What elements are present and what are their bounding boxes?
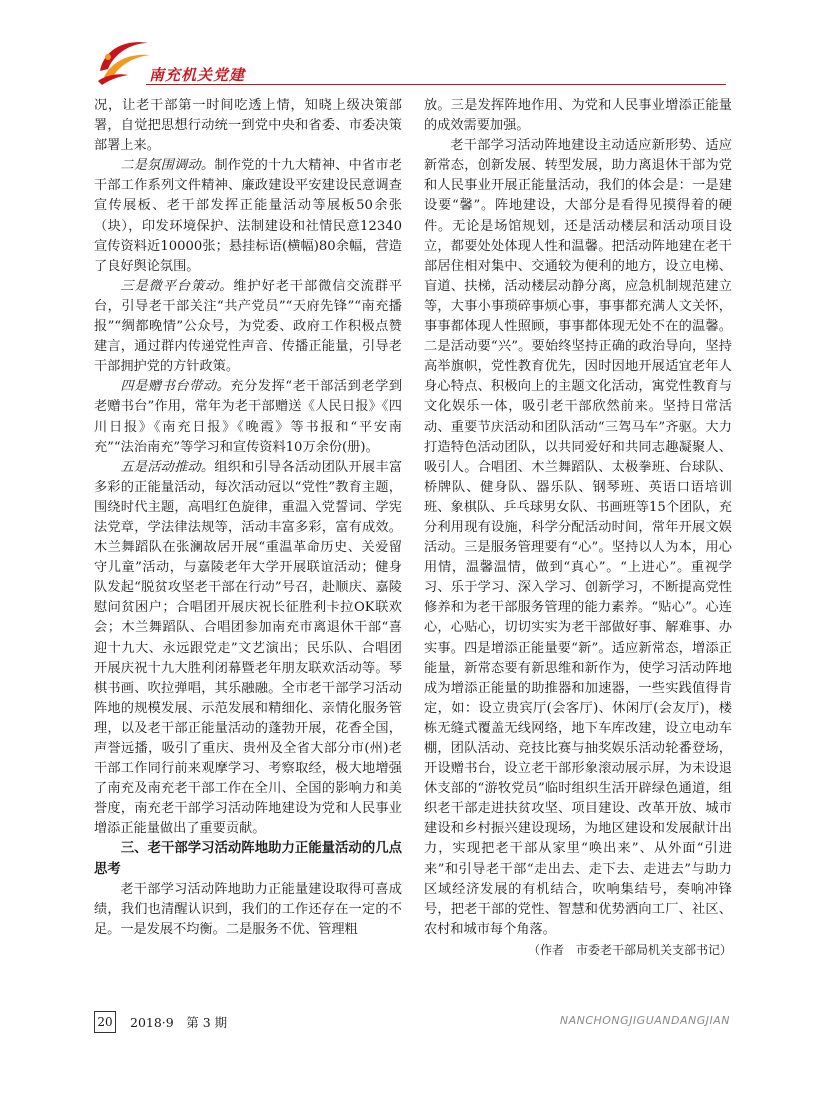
journal-name-english: NANCHONGJIGUANDANGJIAN — [559, 1014, 730, 1027]
paragraph-text: 制作党的十九大精神、中省市老干部工作系列文件精神、廉政建设平安建设民意调查宣传展板、老干部发挥正能量活动等展板50余张（块），印发环境保护、法制建设和社情民意12340宣传资料近10000张；悬挂标语(横幅)80余幅，营造了良好舆论氛围。 — [94, 158, 403, 274]
paragraph-lead: 五是活动推动。 — [120, 459, 215, 475]
paragraph-text: 维护好老干部微信交流群平台，引导老干部关注“共产党员”“天府先锋”“南充播报”“绸都晚情”公众号，为党委、政府工作积极点赞建言，通过群内传递党性声音、传播正能量，引导老干部拥护党的方针政策。 — [94, 278, 403, 375]
journal-name: 南充机关党建 — [149, 66, 246, 84]
header-rule — [146, 84, 726, 85]
paragraph — [94, 458, 402, 840]
paragraph-lead: 二是氛围调动。 — [120, 158, 215, 174]
paragraph-lead: 四是赠书台带动。 — [120, 379, 231, 395]
page-number: 20 — [94, 1011, 116, 1033]
paragraph — [94, 277, 402, 377]
section-heading: 三、老干部学习活动阵地助力正能量活动的几点思考 — [94, 841, 402, 877]
page-footer — [94, 1011, 730, 1035]
paragraph: 况，让老干部第一时间吃透上情，知晓上级决策部署，自觉把思想行动统一到党中央和省委、市委决策部署上来。 — [94, 98, 402, 154]
page-header — [0, 0, 813, 92]
journal-logo-icon — [94, 35, 154, 87]
author-note: （作者 市委老干部局机关支部书记） — [527, 942, 732, 957]
paragraph-lead: 三是微平台策动。 — [120, 278, 234, 294]
paragraph — [94, 377, 402, 457]
left-column — [94, 96, 402, 940]
paragraph-text: 充分发挥“老干部活到老学到老赠书台”作用，常年为老干部赠送《人民日报》《四川日报》《南充日报》《晚霞》等书报和“平安南充”“法治南充”等学习和宣传资料10万余份(册)。 — [94, 379, 403, 455]
issue-info: 2018·9 第 3 期 — [130, 1015, 228, 1030]
right-column — [424, 96, 732, 960]
paragraph: 放。三是发挥阵地作用、为党和人民事业增添正能量的成效需要加强。 — [424, 98, 732, 134]
paragraph-text: 组织和引导各活动团队开展丰富多彩的正能量活动，每次活动冠以“党性”教育主题，围绕时代主题，高唱红色旋律，重温入党誓词、学宪法党章，学法律法规等，活动丰富多彩，富有成效。木兰舞蹈队在张澜故居开展“重温革命历史、关爱留守儿童”活动，与嘉陵老年大学开展联谊活动；健身队发起“脱贫攻坚老干部在行动”号召，赴顺庆、嘉陵慰问贫困户；合唱团开展庆祝长征胜利卡拉OK联欢会；木兰舞蹈队、合唱团参加南充市离退休干部“喜迎十九大、永远跟党走”文艺演出；民乐队、合唱团开展庆祝十九大胜利闭幕暨老年朋友联欢活动等。琴棋书画、吹拉弹唱，其乐融融。全市老干部学习活动阵地的规模发展、示范发展和精细化、亲情化服务管理，以及老干部正能量活动的蓬勃开展，花香全国，声誉远播，吸引了重庆、贵州及全省大部分市(州)老干部工作同行前来观摩学习、考察取经，极大地增强了南充及南充老干部工作在全川、全国的影响力和美誉度，南充老干部学习活动阵地建设为党和人民事业增添正能量做出了重要贡献。 — [94, 459, 403, 837]
paragraph — [94, 156, 402, 277]
paragraph: 老干部学习活动阵地助力正能量建设取得可喜成绩，我们也清醒认识到，我们的工作还存在一定的不足。一是发展不均衡。二是服务不优、管理粗 — [94, 881, 402, 937]
paragraph: 老干部学习活动阵地建设主动适应新形势、适应新常态，创新发展、转型发展，助力离退休干部为党和人民事业开展正能量活动，我们的体会是：一是建设要“馨”。阵地建设，大部分是看得见摸得着的硬件。无论是场馆规划，还是活动楼层和活动项目设立，都要处处体现人性和温馨。把活动阵地建在老干部居住相对集中、交通较为便利的地方，设立电梯、盲道、扶梯，活动楼层动静分离，应急机制规范建立等，大事小事琐碎事烦心事，事事都充满人文关怀，事事都体现人性照顾，事事都体现无处不在的温馨。二是活动要“兴”。要始终坚持正确的政治导向，坚持高举旗帜，党性教育优先，因时因地开展适宜老年人身心特点、积极向上的主题文化活动，寓党性教育与文化娱乐一体，吸引老干部欣然前来。坚持日常活动、重要节庆活动和团队活动“三驾马车”齐驱。大力打造特色活动团队，以共同爱好和共同志趣凝聚人、吸引人。合唱团、木兰舞蹈队、太极拳班、台球队、桥牌队、健身队、器乐队、钢琴班、英语口语培训班、象棋队、乒乓球男女队、书画班等15个团队，充分利用现有设施，科学分配活动时间，常年开展文娱活动。三是服务管理要有“心”。坚持以人为本，用心用情，温馨温情，做到“真心”。“上进心”。重视学习、乐于学习、深入学习、创新学习，不断提高党性修养和为老干部服务管理的能力素养。“贴心”。心连心，心贴心，切切实实为老干部做好事、解难事、办实事。四是增添正能量要“新”。适应新常态，增添正能量，新常态要有新思维和新作为，使学习活动阵地成为增添正能量的助推器和加速器，一些实践值得肯定，如：设立贵宾厅(会客厅)、休闲厅(会友厅)，楼栋无缝式覆盖无线网络，地下车库改建，设立电动车棚，团队活动、竞技比赛与抽奖娱乐活动轮番登场，开设赠书台，设立老干部形象滚动展示屏，为未设退休支部的“游牧党员”临时组织生活开辟绿色通道，组织老干部走进扶贫攻坚、项目建设、改革开放、城市建设和乡村振兴建设现场，为地区建设和发展献计出力，实现把老干部从家里“唤出来”、从外面“引进来”和引导老干部“走出去、走下去、走进去”与助力区域经济发展的有机结合，吹响集结号，奏响冲锋号，把老干部的党性、智慧和优势洒向工厂、社区、农村和城市每个角落。 — [424, 138, 732, 937]
